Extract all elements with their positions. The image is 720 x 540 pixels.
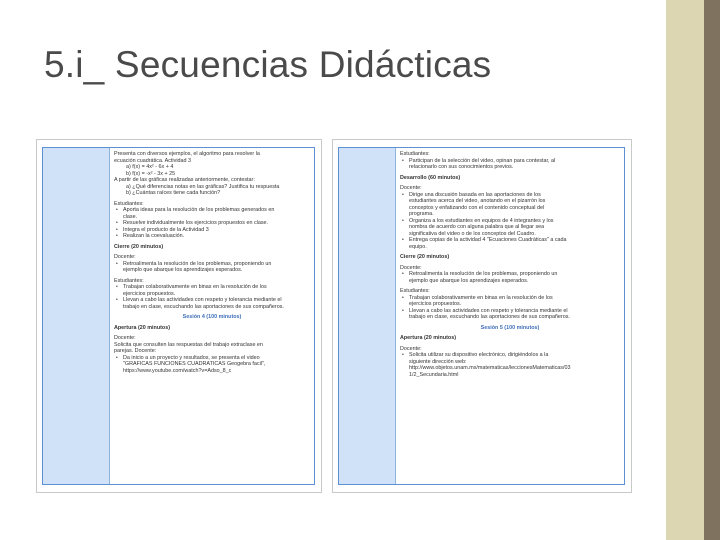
text-line xyxy=(400,372,620,379)
line-text: ecuación cuadrática. Actividad 3 xyxy=(114,157,192,164)
bullet-icon: • xyxy=(402,307,404,314)
table-frame xyxy=(338,147,625,485)
document-page-right xyxy=(332,139,632,493)
text-line xyxy=(114,261,310,268)
line-text: Presenta con diversos ejemplos, el algoritmo para resolver la xyxy=(114,151,260,157)
line-text: b) ¿Cuántas raíces tiene cada función? xyxy=(126,190,221,196)
line-text: a) ¿Qué diferencias notas en las gráficas? Justifica tu respuesta xyxy=(126,183,280,190)
table-frame xyxy=(42,147,315,485)
line-text: ejemplo que abarque los aprendizajes esperados. xyxy=(409,277,529,284)
bullet-icon: • xyxy=(402,237,404,243)
line-text: Retroalimenta la resolución de los problemas, proponiendo un xyxy=(123,260,272,267)
line-text: Solicita que consulten las respuestas del trabajo extraclase en xyxy=(114,341,263,348)
bullet-icon: • xyxy=(116,226,118,233)
line-text: Llevan a cabo las actividades con respeto y tolerancia mediante el xyxy=(409,307,568,314)
text-line xyxy=(114,304,310,311)
line-text: ejemplo que abarque los aprendizajes esperados. xyxy=(123,267,243,273)
decorative-stripe-light xyxy=(666,0,704,540)
line-text: Trabajan colaborativamente en binas en la resolución de los xyxy=(409,294,553,301)
page-content xyxy=(396,148,624,484)
text-line xyxy=(400,218,620,225)
bullet-icon: • xyxy=(116,207,118,213)
bullet-icon: • xyxy=(116,297,118,303)
line-text: Estudiantes: xyxy=(114,200,144,207)
text-line xyxy=(114,355,310,362)
text-line xyxy=(400,352,620,359)
line-text: programa. xyxy=(409,211,434,217)
bullet-icon: • xyxy=(402,217,404,224)
line-text: trabajo en clase, escuchando las aportaciones de sus compañeros. xyxy=(409,314,570,320)
line-text: Entrega copias de la actividad 4 "Ecuaciones Cuadráticas" a cada xyxy=(409,237,567,243)
line-text: nombra de acuerdo con alguna palabra que al llegar sea xyxy=(409,224,545,230)
bullet-icon: • xyxy=(402,191,404,198)
line-text: Docente: xyxy=(114,254,136,260)
line-text: Dirige una discusión basada en las aportaciones de los xyxy=(409,191,541,198)
line-text: Cierre (20 minutos) xyxy=(114,243,164,250)
text-line xyxy=(114,368,310,375)
line-text: Docente: xyxy=(400,345,422,352)
text-line xyxy=(400,237,620,244)
line-text: Desarrollo (60 minutos) xyxy=(400,174,461,181)
table-left-column xyxy=(339,148,396,484)
text-line xyxy=(114,207,310,214)
line-text: equipo. xyxy=(409,243,427,250)
line-text: Llevan a cabo las actividades con respeto y tolerancia mediante el xyxy=(123,297,282,303)
line-text: Apertura (20 minutos) xyxy=(114,324,171,331)
line-text: Docente: xyxy=(400,185,422,191)
bullet-icon: • xyxy=(116,220,118,226)
table-left-column xyxy=(43,148,110,484)
text-line xyxy=(400,295,620,302)
line-text: Estudiantes: xyxy=(114,277,144,284)
bullet-icon: • xyxy=(402,157,404,164)
line-text: Trabajan colaborativamente en binas en la resolución de los xyxy=(123,284,267,290)
bullet-icon: • xyxy=(402,294,404,301)
bullet-icon: • xyxy=(402,352,404,358)
line-text: ejercicios propuestos. xyxy=(409,301,462,307)
line-text: Realizan la coevaluación. xyxy=(123,233,185,239)
bullet-icon: • xyxy=(116,260,118,267)
line-text: Docente: xyxy=(400,264,422,271)
page-content xyxy=(110,148,314,484)
line-text: estudiantes acerca del video, anotando en el pizarrón los xyxy=(409,198,546,204)
text-line xyxy=(400,158,620,165)
line-text: Solicita utilizar su dispositivo electrónico, dirigiéndolos a la xyxy=(409,352,549,358)
line-text: relacionarlo con sus conocimientos previos. xyxy=(409,164,514,170)
text-line xyxy=(400,271,620,278)
line-text: https://www.youtube.com/watch?v=Adso_8_c xyxy=(123,367,232,374)
line-text: Integra el producto de la Actividad 3 xyxy=(123,226,209,233)
line-text: clase. xyxy=(123,213,138,220)
line-text: trabajo en clase, escuchando las aportaciones de sus compañeros. xyxy=(123,303,284,310)
line-text: conceptos y enfatizando con el contenido conceptual del xyxy=(409,204,545,211)
line-text: A partir de las gráficas realizadas anteriormente, contestar: xyxy=(114,177,255,183)
line-text: Sesión 4 (100 minutos) xyxy=(182,314,242,320)
line-text: ejercicios propuestos. xyxy=(123,290,176,297)
bullet-icon: • xyxy=(116,233,118,239)
line-text: Organiza a los estudiantes en equipos de 4 integrantes y los xyxy=(409,217,554,224)
document-page-left xyxy=(36,139,322,493)
line-text: Apertura (20 minutos) xyxy=(400,335,457,341)
text-line xyxy=(114,297,310,304)
line-text: Participan de la selección del video, opinan para contestar, al xyxy=(409,157,556,164)
bullet-icon: • xyxy=(116,354,118,361)
text-line xyxy=(400,308,620,315)
line-text: Estudiantes: xyxy=(400,288,430,294)
line-text: parejas. Docente: xyxy=(114,348,157,354)
line-text: siguiente dirección web: xyxy=(409,358,467,365)
line-text: Da inicio a un proyecto y resultados, se presenta el video xyxy=(123,354,260,361)
line-text: Aporta ideas para la resolución de los problemas generados en xyxy=(123,207,275,213)
line-text: significativa del video o de los conceptos del Cuadro. xyxy=(409,230,536,237)
line-text: 1/2_Secundaria.html xyxy=(409,371,459,378)
line-text: Cierre (20 minutos) xyxy=(400,254,450,260)
line-text: Resuelve individualmente los ejercicios propuestos en clase. xyxy=(123,220,269,226)
line-text: Sesión 5 (100 minutos) xyxy=(480,324,540,331)
line-text: Retroalimenta la resolución de los problemas, proponiendo un xyxy=(409,271,558,277)
bullet-icon: • xyxy=(116,284,118,290)
line-text: http://www.objetos.unam.mx/matematicas/leccionesMatematicas/03 xyxy=(409,365,571,371)
line-text: a) f(x) = 4x² - 6x + 4 xyxy=(126,164,174,170)
line-text: "GRAFICAS FUNCIONES CUADRATICAS Geogebra facil", xyxy=(123,361,266,367)
bullet-icon: • xyxy=(402,271,404,277)
line-text: b) f(x) = -x² - 3x + 25 xyxy=(126,170,176,177)
text-line xyxy=(400,192,620,199)
line-text: Estudiantes: xyxy=(400,151,430,157)
text-line xyxy=(114,284,310,291)
slide-title: 5.i_ Secuencias Didácticas xyxy=(44,44,492,85)
decorative-stripe-dark xyxy=(704,0,720,540)
line-text: Docente: xyxy=(114,335,136,341)
text-line xyxy=(114,233,310,240)
